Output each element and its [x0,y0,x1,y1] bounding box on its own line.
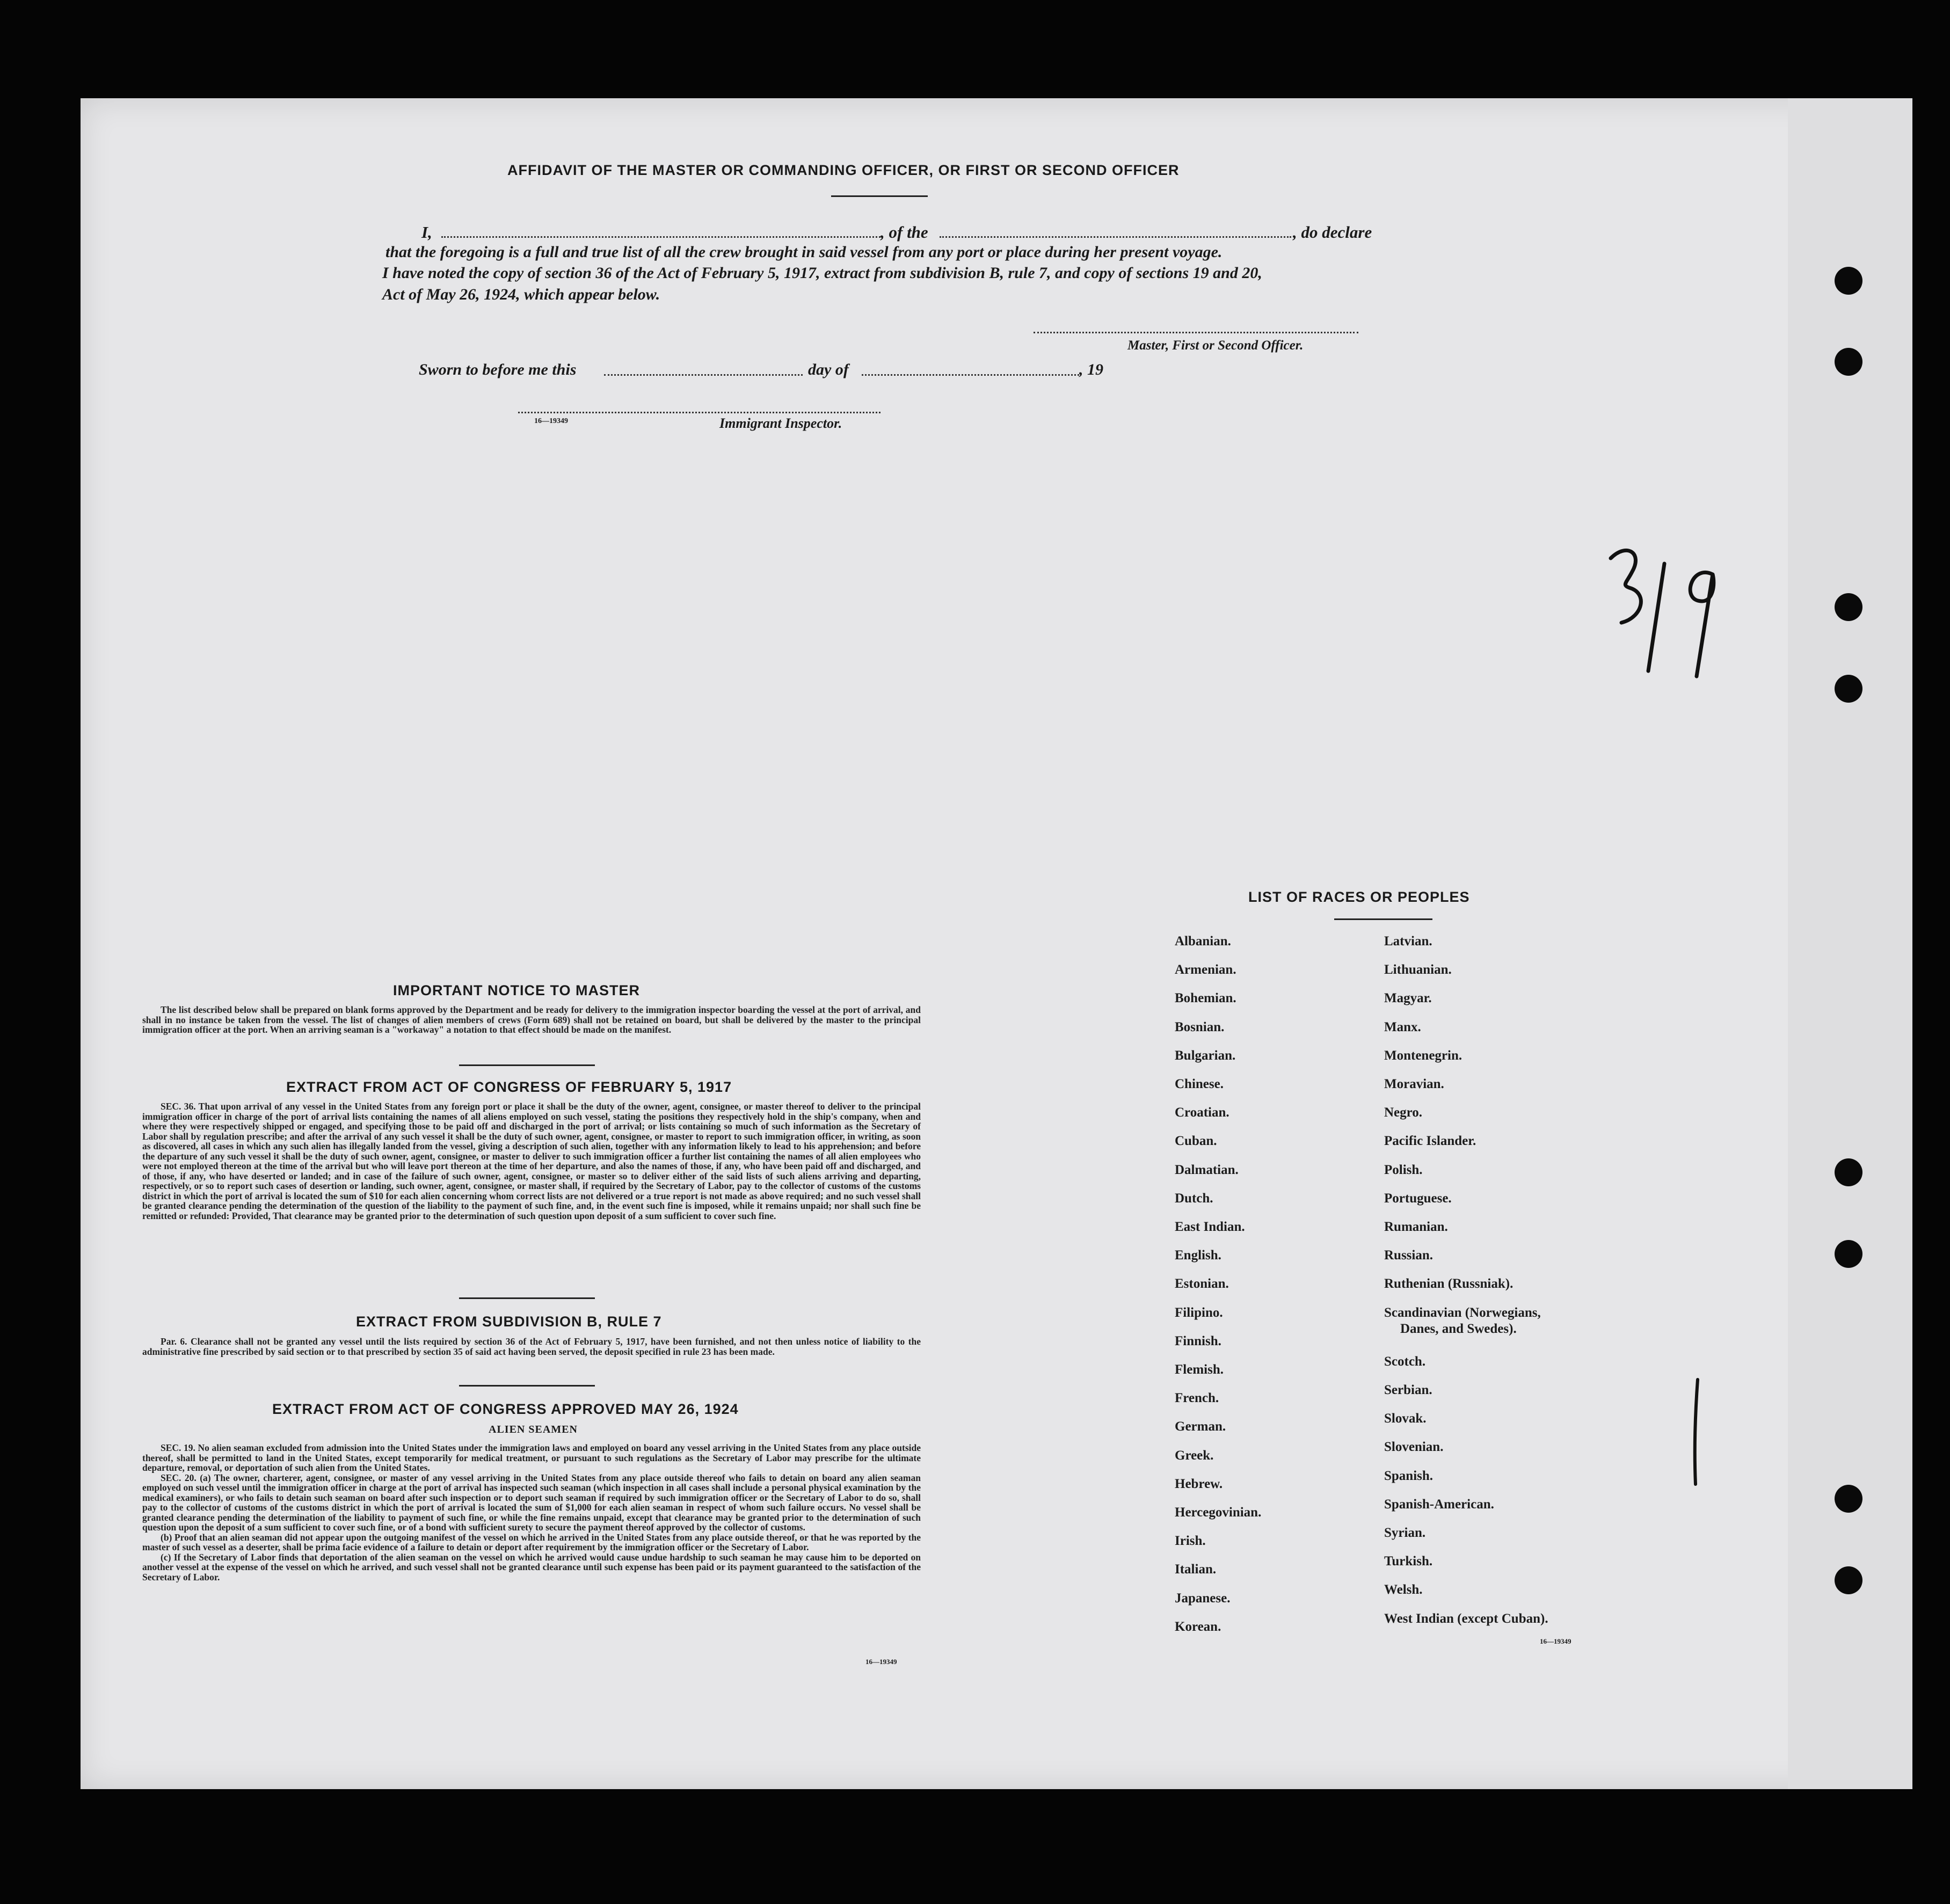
handwritten-tally-mark [1686,1377,1707,1487]
race-item: Japanese. [1175,1591,1231,1606]
punch-hole [1835,675,1862,703]
race-item: German. [1175,1419,1226,1434]
race-item: Flemish. [1175,1362,1224,1377]
race-item: Slovenian. [1384,1440,1444,1455]
race-item: Korean. [1175,1619,1221,1634]
punch-hole [1835,1158,1862,1186]
inspector-label: Immigrant Inspector. [719,415,842,431]
sec20b-paragraph: (b) Proof that an alien seaman did not appear upon the outgoing manifest of the vessel on which he arrived in the United States from any place outside thereof, or that he was reported by the master of such vessel as a deserter, shall be prima facie evidence of a failure to detain or deport after requirement by the immigration officer or the Secretary of Labor. [142,1531,921,1552]
race-item: Irish. [1175,1534,1206,1549]
inspector-signature-line[interactable] [518,412,881,413]
race-item: Slovak. [1384,1411,1427,1426]
race-item: Lithuanian. [1384,962,1452,977]
race-item: Pacific Islander. [1384,1134,1476,1149]
affidavit-line1-start: I, [421,223,432,242]
vessel-field[interactable] [940,236,1291,238]
race-item: Albanian. [1175,934,1231,949]
divider [459,1064,595,1066]
extract-1917-text [142,1101,921,1221]
race-item: Moravian. [1384,1077,1444,1091]
race-item: Spanish. [1384,1468,1434,1483]
race-item: Portuguese. [1384,1191,1452,1206]
affidavit-title: AFFIDAVIT OF THE MASTER OR COMMANDING OFFICER, OR FIRST OR SECOND OFFICER [507,162,1180,178]
extract-1917-title: EXTRACT FROM ACT OF CONGRESS OF FEBRUARY 5, 1917 [286,1079,732,1095]
race-item: Scandinavian (Norwegians, [1384,1305,1541,1320]
sworn-start: Sworn to before me this [419,361,577,378]
affidavit-line1-mid: , of the [881,223,928,242]
extract-rule7-text [142,1337,921,1356]
punch-hole [1835,1566,1862,1594]
affidavit-line2: that the foregoing is a full and true list of all the crew brought in said vessel from any port or place during her present voyage. [385,243,1223,261]
race-item: Negro. [1384,1105,1423,1120]
notice-paragraph: The list described below shall be prepared on blank forms approved by the Department and be ready for delivery to the immigration inspector boarding the vessel at the port of arrival, and shall in no instance be taken from the vessel. The list of changes of alien members of crews (Form 689) shall not be retained on board, but shall be delivered by the master to the principal immigration officer at the port. When an arriving seaman is a "workaway" a notation to that effect should be made on the manifest. [142,1004,921,1035]
form-number: 16—19349 [865,1658,897,1666]
race-item: Danes, and Swedes). [1400,1321,1517,1336]
divider [831,195,928,197]
race-item: Bohemian. [1175,991,1236,1006]
affidavit-line1-end: , do declare [1293,223,1372,242]
punch-hole [1835,1485,1862,1513]
race-item: Rumanian. [1384,1220,1448,1234]
race-item: Greek. [1175,1448,1214,1463]
alien-seamen-subtitle: ALIEN SEAMEN [489,1424,578,1435]
race-item: Manx. [1384,1019,1421,1034]
race-item: Serbian. [1384,1383,1432,1397]
race-item: West Indian (except Cuban). [1384,1611,1548,1626]
race-item: Bulgarian. [1175,1048,1236,1063]
race-item: Scotch. [1384,1354,1426,1369]
handwritten-page-mark [1605,542,1734,687]
race-item: Cuban. [1175,1134,1217,1149]
race-item: Welsh. [1384,1582,1423,1597]
punch-hole [1835,593,1862,621]
race-item: French. [1175,1391,1219,1406]
punch-hole [1835,1240,1862,1268]
punch-hole [1835,348,1862,376]
race-item: Croatian. [1175,1105,1229,1120]
race-item: Chinese. [1175,1077,1224,1091]
notice-text [142,1005,921,1035]
name-field[interactable] [441,236,881,238]
race-item: Russian. [1384,1248,1434,1263]
master-signature-label: Master, First or Second Officer. [1127,338,1304,353]
race-item: Polish. [1384,1162,1423,1177]
race-item: Turkish. [1384,1554,1433,1569]
divider [459,1385,595,1387]
race-item: Spanish-American. [1384,1497,1494,1512]
form-number: 16—19349 [1540,1637,1571,1645]
sworn-day-field[interactable] [604,374,803,376]
race-item: Ruthenian (Russniak). [1384,1276,1514,1292]
race-item: English. [1175,1248,1221,1263]
race-item: Hebrew. [1175,1476,1223,1491]
race-item: East Indian. [1175,1220,1245,1234]
race-item: Syrian. [1384,1526,1426,1540]
race-item: Armenian. [1175,962,1236,977]
divider [1334,918,1432,920]
notice-title: IMPORTANT NOTICE TO MASTER [393,982,640,998]
race-item: Magyar. [1384,991,1432,1006]
race-item: Montenegrin. [1384,1048,1462,1063]
race-item: Latvian. [1384,934,1432,949]
sworn-mid: day of [808,361,849,378]
sworn-end: , 19 [1079,361,1103,378]
races-title: LIST OF RACES OR PEOPLES [1248,889,1470,905]
affidavit-line3: I have noted the copy of section 36 of the Act of February 5, 1917, extract from subdivision B, rule 7, and copy of sections 19 and 20, [382,264,1262,282]
affidavit-line4: Act of May 26, 1924, which appear below. [382,286,660,303]
sec20c-paragraph: (c) If the Secretary of Labor finds that deportation of the alien seaman on the vessel on which he arrived would cause undue hardship to such seaman he may cause him to be deported on another vessel at the expense of the vessel on which he arrived, and such vessel shall not be granted clearance until such expense has been paid or its payment guaranteed to the satisfaction of the Secretary of Labor. [142,1551,921,1582]
master-signature-line[interactable] [1034,332,1358,333]
divider [459,1297,595,1299]
race-item: Italian. [1175,1562,1217,1577]
rule7-paragraph: Par. 6. Clearance shall not be granted any vessel until the lists required by section 36 of the Act of February 5, 1917, have been furnished, and not then unless notice of liability to the administrative fine prescribed by said section or to that prescribed by section 35 of said act having been served, the deposit specified in rule 23 has been made. [142,1336,921,1357]
sworn-month-field[interactable] [862,374,1079,376]
sec19-paragraph: SEC. 19. No alien seaman excluded from admission into the United States under the immigration laws and employed on board any vessel arriving in the United States from any place outside thereof, shall be permitted to land in the United States, except temporarily for medical treatment, or pursuant to such regulations as the Secretary of Labor may prescribe for the ultimate departure, removal, or deportation of such alien from the United States. [142,1442,921,1473]
race-item: Estonian. [1175,1276,1229,1292]
extract-rule7-title: EXTRACT FROM SUBDIVISION B, RULE 7 [356,1314,662,1330]
race-item: Dutch. [1175,1191,1213,1206]
sec36-paragraph: SEC. 36. That upon arrival of any vessel in the United States from any foreign port or place it shall be the duty of the owner, agent, consignee, or master thereof to deliver to the principal immigration officer in charge of the port of arrival lists containing the names of all aliens employed on such vessel, stating the positions they respectively hold in the ship's company, when and where they were respectively shipped or engaged, and specifying those to be paid off and discharged in the port of arrival; or lists containing so much of such information as the Secretary of Labor shall by regulation prescribe; and after the arrival of any such vessel it shall be the duty of such owner, agent, consignee, or master to report to such immigration officer, in writing, as soon as discovered, all cases in which any such alien has illegally landed from the vessel, giving a description of such alien, together with any information likely to lead to his apprehension; and before the departure of any such vessel it shall be the duty of such owner, agent, consignee, or master to deliver to such immigration officer a further list containing the names of all alien employees who were not employed thereon at the time of the arrival but who will leave port thereon at the time of her departure, and also the names of those, if any, who have been paid off and discharged, and of those, if any, who have deserted or landed; and in case of the failure of such owner, agent, consignee, or master so to deliver either of the said lists of such aliens arriving and departing, respectively, or so to report such cases of desertion or landing, such owner, agent, consignee, or master shall, if required by the Secretary of Labor, pay to the collector of customs of the customs district in which the port of arrival is located the sum of $10 for each alien concerning whom correct lists are not delivered or a true report is not made as above required; and no such vessel shall be granted clearance pending the determination of the question of the liability to the payment of such fine, and, in the event such fine is imposed, while it remains unpaid; nor shall such fine be remitted or refunded: Provided, That clearance may be granted prior to the determination of such question upon deposit of a sum sufficient to cover such fine. [142,1101,921,1221]
punch-hole [1835,267,1862,295]
race-item: Bosnian. [1175,1019,1225,1034]
extract-1924-text [142,1443,921,1582]
race-item: Dalmatian. [1175,1162,1239,1177]
race-item: Hercegovinian. [1175,1505,1262,1520]
race-item: Filipino. [1175,1305,1223,1320]
form-number: 16—19349 [534,417,568,425]
extract-1924-title: EXTRACT FROM ACT OF CONGRESS APPROVED MAY 26, 1924 [272,1401,739,1417]
sec20a-paragraph: SEC. 20. (a) The owner, charterer, agent, consignee, or master of any vessel arriving in the United States from any place outside thereof who fails to detain on board any alien seaman employed on such vessel until the immigration officer in charge at the port of arrival has inspected such seaman (which inspection in all cases shall include a personal physical examination by the medical examiners), or who fails to detain such seaman on board after such inspection or to deport such seaman if required by such immigration officer or the Secretary of Labor to do so, shall pay to the collector of customs of the customs district in which the port of arrival is located the sum of $1,000 for each alien seaman in respect of whom such failure occurs. No vessel shall be granted clearance pending the determination of the liability to payment of such fine, or while the fine remains unpaid, except that clearance may be granted prior to the determination of such question upon the deposit of a sum sufficient to cover such fine, or of a bond with sufficient surety to secure the payment thereof approved by the collector of customs. [142,1472,921,1533]
race-item: Finnish. [1175,1333,1221,1348]
